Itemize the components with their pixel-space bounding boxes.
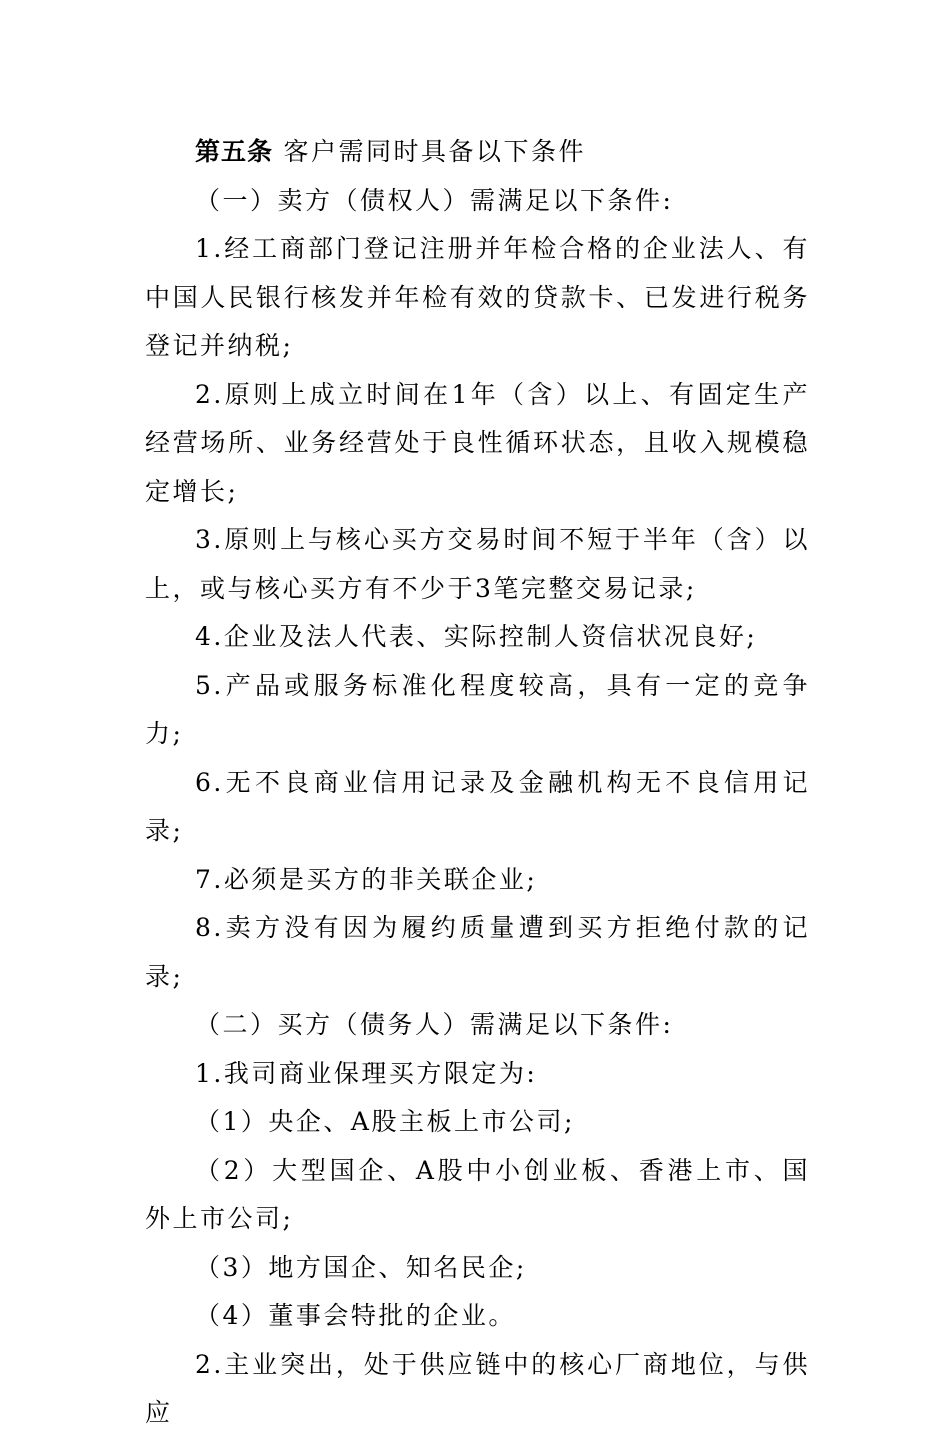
seller-condition-1: 1.经工商部门登记注册并年检合格的企业法人、有中国人民银行核发并年检有效的贷款卡、已发进行税务登记并纳税; — [145, 234, 810, 360]
seller-condition-5: 5.产品或服务标准化程度较高，具有一定的竞争力; — [145, 670, 810, 748]
seller-condition-7: 7.必须是买方的非关联企业; — [195, 864, 538, 894]
article-heading — [145, 128, 810, 177]
buyer-subitem-4: （4）董事会特批的企业。 — [195, 1301, 516, 1330]
seller-condition-2: 2.原则上成立时间在1年（含）以上、有固定生产经营场所、业务经营处于良性循环状态，且收入规模稳定增长; — [145, 379, 810, 506]
article-title: 客户需同时具备以下条件 — [283, 137, 586, 166]
seller-condition-6: 6.无不良商业信用记录及金融机构无不良信用记录; — [145, 767, 810, 845]
section-one-heading: （一）卖方（债权人）需满足以下条件: — [195, 185, 674, 215]
section-two-heading: （二）买方（债务人）需满足以下条件: — [195, 1010, 674, 1039]
seller-condition-3: 3.原则上与核心买方交易时间不短于半年（含）以上，或与核心买方有不少于3笔完整交易记录; — [145, 525, 810, 603]
article-number: 第五条 — [195, 137, 274, 166]
buyer-subitem-3: （3）地方国企、知名民企; — [195, 1252, 527, 1282]
buyer-subitem-1: （1）央企、A股主板上市公司; — [195, 1107, 575, 1136]
document-page — [145, 128, 810, 1438]
seller-condition-8: 8.卖方没有因为履约质量遭到买方拒绝付款的记录; — [145, 913, 810, 991]
seller-condition-4: 4.企业及法人代表、实际控制人资信状况良好; — [195, 622, 758, 651]
buyer-condition-1: 1.我司商业保理买方限定为: — [195, 1058, 538, 1088]
buyer-condition-2: 2.主业突出，处于供应链中的核心厂商地位，与供应 — [145, 1349, 810, 1427]
buyer-subitem-2: （2）大型国企、A股中小创业板、香港上市、国外上市公司; — [145, 1155, 810, 1233]
